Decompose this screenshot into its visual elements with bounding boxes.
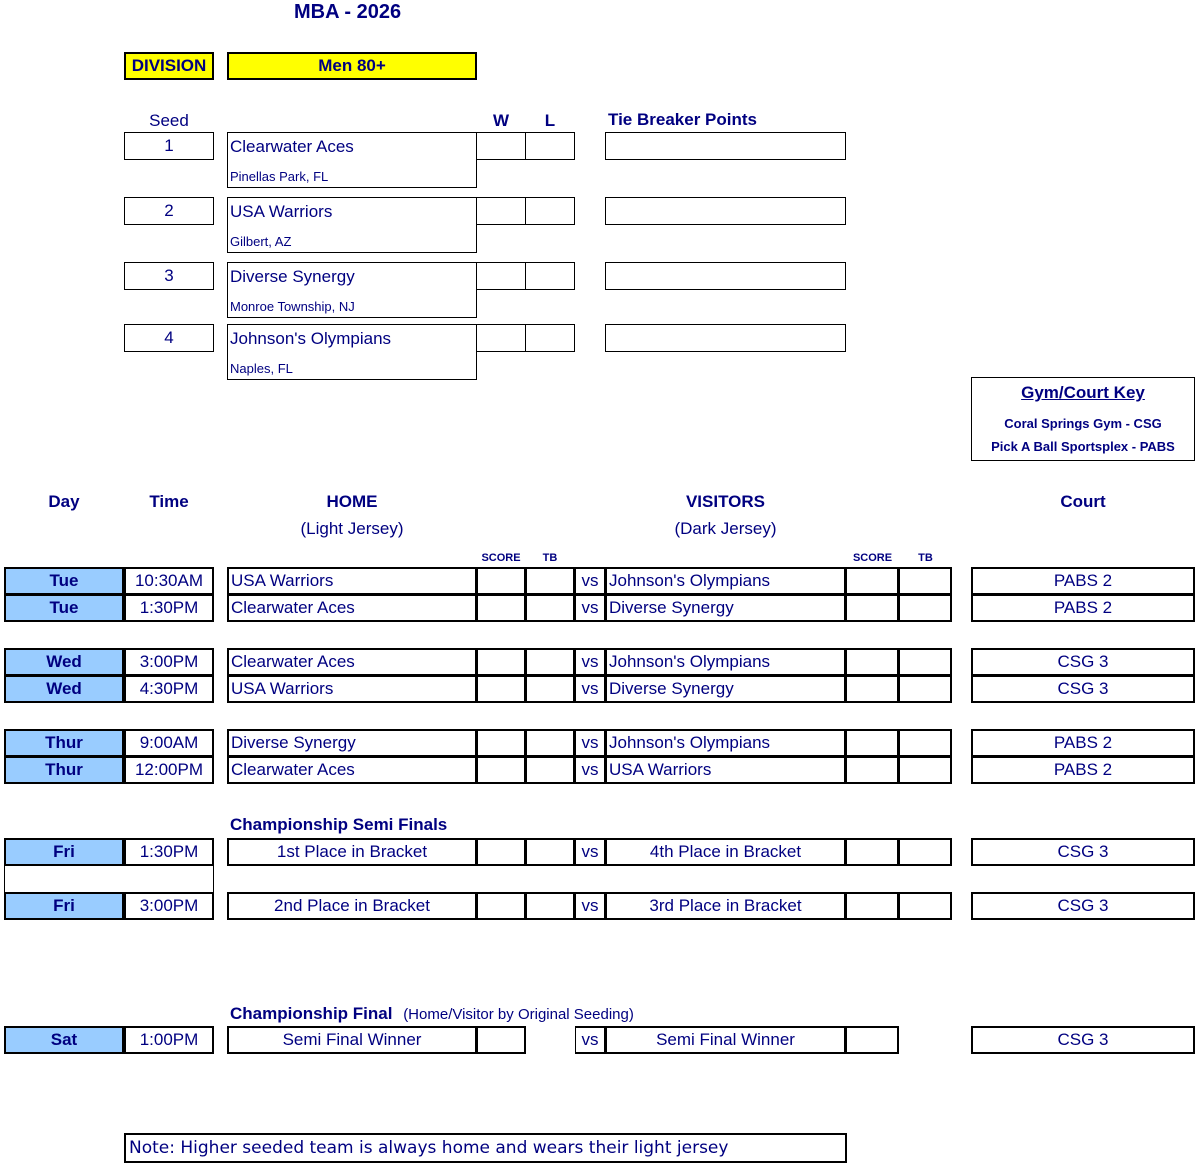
day-header: Day <box>48 492 80 511</box>
game-court: PABS 2 <box>971 594 1195 622</box>
home-team: 2nd Place in Bracket <box>227 892 477 920</box>
vs-label: vs <box>575 1026 605 1054</box>
home-tb-header: TB <box>542 552 558 564</box>
division-label: DIVISION <box>124 52 214 80</box>
visitor-tb-cell[interactable] <box>898 567 952 595</box>
team-card <box>227 132 477 188</box>
team-name: USA Warriors <box>230 202 333 221</box>
team-location: Gilbert, AZ <box>230 234 292 249</box>
home-team: Semi Final Winner <box>227 1026 477 1054</box>
game-day: Wed <box>4 675 124 703</box>
game-court: PABS 2 <box>971 729 1195 757</box>
visitor-tb-cell[interactable] <box>898 756 952 784</box>
game-day: Tue <box>4 594 124 622</box>
home-team: USA Warriors <box>227 675 477 703</box>
home-team: Clearwater Aces <box>227 648 477 676</box>
home-tb-cell[interactable] <box>525 756 575 784</box>
gym-key-title: Gym/Court Key <box>1021 383 1145 402</box>
footer-note: Note: Higher seeded team is always home and wears their light jersey <box>124 1133 847 1163</box>
game-court: CSG 3 <box>971 838 1195 866</box>
home-tb-cell[interactable] <box>525 648 575 676</box>
game-time: 10:30AM <box>124 567 214 595</box>
visitor-tb-header: TB <box>918 552 933 564</box>
final-label: Championship Final <box>230 1004 393 1023</box>
vs-label: vs <box>575 892 605 920</box>
visitors-subheader: (Dark Jersey) <box>674 519 777 538</box>
team-card <box>227 324 477 380</box>
home-score-cell[interactable] <box>476 756 526 784</box>
vs-label: vs <box>575 756 605 784</box>
home-score-cell[interactable] <box>476 729 526 757</box>
visitor-tb-cell[interactable] <box>898 838 952 866</box>
visitor-tb-cell[interactable] <box>898 675 952 703</box>
game-time: 4:30PM <box>124 675 214 703</box>
visitor-score-cell[interactable] <box>845 756 899 784</box>
team-name: Clearwater Aces <box>230 137 354 156</box>
wins-cell[interactable] <box>476 324 526 352</box>
game-court: CSG 3 <box>971 675 1195 703</box>
visitor-team: Johnson's Olympians <box>605 648 846 676</box>
division-value: Men 80+ <box>227 52 477 80</box>
home-header: HOME <box>326 492 378 511</box>
tiebreaker-header: Tie Breaker Points <box>608 110 757 129</box>
team-location: Monroe Township, NJ <box>230 299 355 314</box>
visitor-team: Diverse Synergy <box>605 594 846 622</box>
home-score-cell[interactable] <box>476 1026 526 1054</box>
page-title: MBA - 2026 <box>294 1 402 23</box>
vs-label: vs <box>575 675 605 703</box>
visitor-score-cell[interactable] <box>845 594 899 622</box>
game-time: 1:30PM <box>124 594 214 622</box>
visitor-tb-cell[interactable] <box>898 594 952 622</box>
visitor-score-cell[interactable] <box>845 729 899 757</box>
team-card <box>227 262 477 318</box>
game-court: PABS 2 <box>971 756 1195 784</box>
game-time: 1:00PM <box>124 1026 214 1054</box>
losses-header: L <box>544 111 556 130</box>
visitor-score-cell[interactable] <box>845 838 899 866</box>
seed-header: Seed <box>149 111 189 130</box>
team-card <box>227 197 477 253</box>
home-score-header: SCORE <box>481 552 521 564</box>
tiebreaker-cell[interactable] <box>605 132 846 160</box>
home-team: Clearwater Aces <box>227 594 477 622</box>
home-team: 1st Place in Bracket <box>227 838 477 866</box>
home-score-cell[interactable] <box>476 594 526 622</box>
gym-key-line: Coral Springs Gym - CSG <box>1004 416 1162 431</box>
home-team: Diverse Synergy <box>227 729 477 757</box>
visitor-score-cell[interactable] <box>845 567 899 595</box>
visitors-header: VISITORS <box>685 492 766 511</box>
visitor-score-cell[interactable] <box>845 675 899 703</box>
game-day: Sat <box>4 1026 124 1054</box>
visitor-tb-cell[interactable] <box>898 892 952 920</box>
team-seed: 3 <box>124 262 214 290</box>
gym-key-line: Pick A Ball Sportsplex - PABS <box>991 439 1175 454</box>
home-tb-cell[interactable] <box>525 838 575 866</box>
wins-cell[interactable] <box>476 197 526 225</box>
home-score-cell[interactable] <box>476 648 526 676</box>
final-heading <box>230 1004 750 1026</box>
game-time: 1:30PM <box>124 838 214 866</box>
game-day: Tue <box>4 567 124 595</box>
visitor-team: Diverse Synergy <box>605 675 846 703</box>
vs-label: vs <box>575 729 605 757</box>
game-court: CSG 3 <box>971 1026 1195 1054</box>
home-subheader: (Light Jersey) <box>300 519 404 538</box>
game-day: Thur <box>4 729 124 757</box>
semifinals-label: Championship Semi Finals <box>230 815 448 834</box>
game-court: CSG 3 <box>971 892 1195 920</box>
game-day: Fri <box>4 838 124 866</box>
home-team: USA Warriors <box>227 567 477 595</box>
team-seed: 4 <box>124 324 214 352</box>
wins-header: W <box>492 111 510 130</box>
team-seed: 2 <box>124 197 214 225</box>
vs-label: vs <box>575 648 605 676</box>
visitor-score-cell[interactable] <box>845 892 899 920</box>
game-time: 3:00PM <box>124 892 214 920</box>
home-score-cell[interactable] <box>476 567 526 595</box>
visitor-team: Semi Final Winner <box>605 1026 846 1054</box>
game-day: Fri <box>4 892 124 920</box>
tiebreaker-cell[interactable] <box>605 197 846 225</box>
visitor-team: Johnson's Olympians <box>605 729 846 757</box>
losses-cell[interactable] <box>525 262 575 290</box>
semifinal-gap <box>4 866 214 892</box>
visitor-score-cell[interactable] <box>845 1026 899 1054</box>
vs-label: vs <box>575 594 605 622</box>
visitor-team: 3rd Place in Bracket <box>605 892 846 920</box>
visitor-team: 4th Place in Bracket <box>605 838 846 866</box>
home-score-cell[interactable] <box>476 892 526 920</box>
team-seed: 1 <box>124 132 214 160</box>
visitor-score-header: SCORE <box>852 552 893 564</box>
home-tb-cell[interactable] <box>525 594 575 622</box>
vs-label: vs <box>575 567 605 595</box>
court-header: Court <box>1060 492 1106 511</box>
time-header: Time <box>149 492 189 511</box>
tiebreaker-cell[interactable] <box>605 262 846 290</box>
losses-cell[interactable] <box>525 197 575 225</box>
wins-cell[interactable] <box>476 132 526 160</box>
team-location: Pinellas Park, FL <box>230 169 329 184</box>
game-court: PABS 2 <box>971 567 1195 595</box>
game-time: 9:00AM <box>124 729 214 757</box>
game-day: Wed <box>4 648 124 676</box>
game-court: CSG 3 <box>971 648 1195 676</box>
gym-court-key <box>971 377 1195 461</box>
vs-label: vs <box>575 838 605 866</box>
home-tb-cell[interactable] <box>525 892 575 920</box>
wins-cell[interactable] <box>476 262 526 290</box>
losses-cell[interactable] <box>525 324 575 352</box>
home-tb-cell[interactable] <box>525 567 575 595</box>
losses-cell[interactable] <box>525 132 575 160</box>
home-score-cell[interactable] <box>476 675 526 703</box>
team-name: Johnson's Olympians <box>230 329 392 348</box>
home-tb-cell[interactable] <box>525 729 575 757</box>
game-day: Thur <box>4 756 124 784</box>
team-name: Diverse Synergy <box>230 267 355 286</box>
visitor-tb-cell[interactable] <box>898 648 952 676</box>
visitor-score-cell[interactable] <box>845 648 899 676</box>
visitor-tb-cell[interactable] <box>898 729 952 757</box>
home-team: Clearwater Aces <box>227 756 477 784</box>
home-tb-cell[interactable] <box>525 675 575 703</box>
tiebreaker-cell[interactable] <box>605 324 846 352</box>
final-note: (Home/Visitor by Original Seeding) <box>403 1006 634 1023</box>
game-time: 3:00PM <box>124 648 214 676</box>
home-score-cell[interactable] <box>476 838 526 866</box>
game-time: 12:00PM <box>124 756 214 784</box>
team-location: Naples, FL <box>230 361 293 376</box>
visitor-team: USA Warriors <box>605 756 846 784</box>
visitor-team: Johnson's Olympians <box>605 567 846 595</box>
